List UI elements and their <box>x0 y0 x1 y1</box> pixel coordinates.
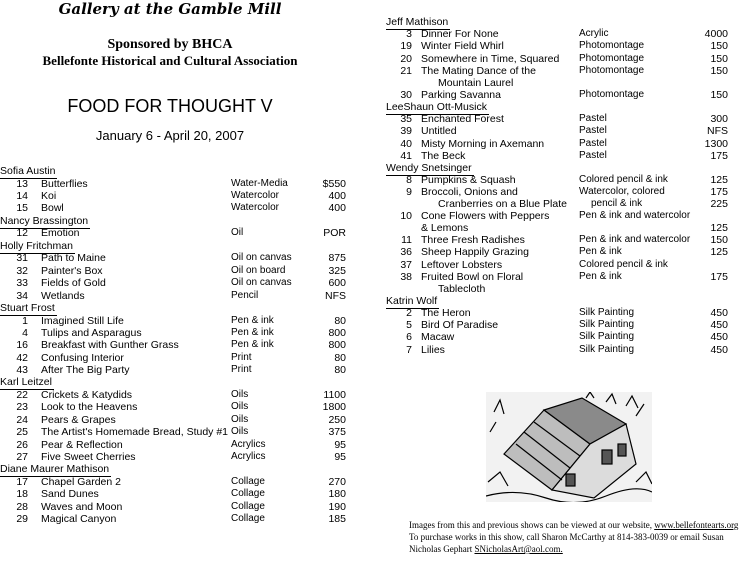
artwork-title: Look to the Heavens <box>41 401 138 414</box>
artwork-number: 28 <box>16 500 28 513</box>
artwork-price: NFS <box>707 125 728 138</box>
artwork-price: 150 <box>710 40 728 53</box>
artwork-number: 16 <box>16 339 28 352</box>
artwork-price-alt: 225 <box>710 198 728 211</box>
artwork-row <box>0 501 352 513</box>
artwork-number: 1 <box>22 314 28 327</box>
artwork-price: 185 <box>328 513 346 526</box>
gallery-name: Gallery at the Gamble Mill <box>58 0 282 18</box>
artwork-title: Winter Field Whirl <box>421 40 504 53</box>
artwork-medium: Pen & ink and watercolor <box>579 210 691 222</box>
artwork-row <box>386 344 750 356</box>
artist-name: Karl Leitzel <box>0 376 52 389</box>
artwork-medium: Collage <box>231 513 265 525</box>
artwork-price: 600 <box>328 277 346 290</box>
artwork-title: The Mating Dance of the <box>421 64 536 77</box>
artist-name: LeeShaun Ott-Musick <box>386 100 487 113</box>
artwork-title: Three Fresh Radishes <box>421 234 525 247</box>
artwork-title: Crickets & Katydids <box>41 389 133 402</box>
artwork-medium: Photomontage <box>579 52 645 64</box>
artist-heading <box>0 165 352 178</box>
artwork-medium: Pen & ink <box>579 246 622 258</box>
artwork-medium: Oil on canvas <box>231 277 292 289</box>
artwork-number: 15 <box>16 202 28 215</box>
artwork-price: 125 <box>710 246 728 259</box>
artwork-row <box>386 53 750 65</box>
artwork-number: 34 <box>16 289 28 302</box>
footer-line-contact <box>409 543 749 555</box>
artwork-title: The Beck <box>421 149 466 162</box>
artwork-title: Koi <box>41 189 57 202</box>
artist-name: Wendy Snetsinger <box>386 161 472 174</box>
artwork-title: Pears & Grapes <box>41 413 116 426</box>
footer-line-purchase: To purchase works in this show, call Sharon McCarthy at 814-383-0039 or email Susan <box>409 532 724 542</box>
artwork-price: 300 <box>710 113 728 126</box>
artwork-row <box>386 271 750 295</box>
artwork-title: Tulips and Asparagus <box>41 326 142 339</box>
artwork-number: 33 <box>16 277 28 290</box>
artwork-number: 30 <box>400 88 412 101</box>
artwork-price: 1100 <box>323 389 346 402</box>
artwork-medium: Watercolor, colored <box>579 186 665 198</box>
artwork-number: 32 <box>16 264 28 277</box>
artist-heading <box>386 101 750 113</box>
artwork-title: Lilies <box>421 343 445 356</box>
artwork-number: 25 <box>16 426 28 439</box>
artwork-medium: Pen & ink <box>231 314 274 326</box>
artwork-price: 400 <box>328 202 346 215</box>
artwork-medium: Acrylics <box>231 451 266 462</box>
artwork-medium: Photomontage <box>579 40 645 52</box>
artwork-row <box>0 414 352 426</box>
artist-name: Stuart Frost <box>0 301 55 314</box>
artwork-row <box>386 234 750 246</box>
artwork-medium: Silk Painting <box>579 307 635 318</box>
artwork-title: After The Big Party <box>41 364 130 377</box>
artwork-title: Pumpkins & Squash <box>421 174 516 187</box>
artwork-number: 42 <box>16 351 28 364</box>
artwork-price: 450 <box>710 331 728 344</box>
artwork-number: 12 <box>16 227 28 240</box>
artwork-row <box>0 339 352 351</box>
artwork-number: 39 <box>400 125 412 138</box>
artwork-number: 31 <box>16 252 28 265</box>
artwork-price: 250 <box>328 413 346 426</box>
artwork-number: 36 <box>400 246 412 259</box>
artist-name: Nancy Brassington <box>0 214 89 227</box>
artwork-number: 3 <box>406 28 412 41</box>
show-dates: January 6 - April 20, 2007 <box>95 128 245 143</box>
artwork-row <box>386 138 750 150</box>
artwork-price: 175 <box>710 270 728 283</box>
artwork-title: Imagined Still Life <box>41 314 124 327</box>
artist-heading <box>386 16 750 28</box>
artist-heading <box>386 162 750 174</box>
artwork-medium: Acrylic <box>579 28 609 40</box>
artwork-number: 21 <box>400 64 412 77</box>
artwork-row <box>386 210 750 234</box>
artwork-number: 10 <box>400 210 412 223</box>
artwork-number: 13 <box>16 177 28 190</box>
artwork-price: 180 <box>328 488 346 501</box>
artwork-medium: Pen & ink and watercolor <box>579 234 691 246</box>
right-artwork-list <box>386 16 750 356</box>
artwork-medium-continued: pencil & ink <box>591 198 643 210</box>
artwork-medium: Silk Painting <box>579 343 635 355</box>
artwork-price: 800 <box>328 339 346 352</box>
artwork-title: Bird Of Paradise <box>421 319 499 332</box>
artwork-title: Untitled <box>421 125 457 138</box>
artwork-number: 35 <box>400 113 412 126</box>
artwork-medium: Oil <box>231 227 244 239</box>
artwork-medium: Oils <box>231 413 249 425</box>
artwork-number: 29 <box>16 513 28 526</box>
artwork-title: Fruited Bowl on Floral <box>421 270 524 283</box>
artist-name: Katrin Wolf <box>386 294 438 307</box>
artwork-number: 18 <box>16 488 28 501</box>
artwork-row <box>0 227 352 239</box>
artwork-medium: Pen & ink <box>231 326 274 338</box>
artwork-medium: Collage <box>231 500 265 512</box>
artwork-row <box>386 28 750 40</box>
footer-note <box>409 519 749 555</box>
artwork-row <box>0 290 352 302</box>
artwork-title: Wetlands <box>41 289 85 302</box>
artwork-row <box>386 307 750 319</box>
artwork-title: Butterflies <box>41 177 88 190</box>
artwork-row <box>386 65 750 89</box>
artwork-row <box>0 277 352 289</box>
artwork-number: 38 <box>400 270 412 283</box>
artwork-price: 450 <box>710 319 728 332</box>
artwork-number: 22 <box>16 389 28 402</box>
artwork-medium: Collage <box>231 475 265 487</box>
footer-line-website <box>409 519 749 531</box>
artwork-title: Confusing Interior <box>41 351 124 364</box>
artwork-medium: Print <box>231 351 252 363</box>
artwork-price: 150 <box>710 234 728 247</box>
sponsor-organization: Bellefonte Historical and Cultural Association <box>42 53 298 68</box>
artwork-medium: Photomontage <box>579 64 645 76</box>
artwork-row <box>386 319 750 331</box>
artwork-title: Magical Canyon <box>41 513 117 526</box>
artwork-medium: Silk Painting <box>579 331 635 343</box>
artwork-title: Breakfast with Gunther Grass <box>41 339 179 352</box>
artwork-price: 80 <box>334 351 346 364</box>
artwork-title: Painter's Box <box>41 264 103 277</box>
artwork-row <box>0 327 352 339</box>
artwork-number: 43 <box>16 364 28 377</box>
artwork-medium: Pastel <box>579 137 607 149</box>
artwork-title: Five Sweet Cherries <box>41 451 136 463</box>
artwork-medium: Pastel <box>579 125 607 137</box>
artwork-price: 1800 <box>322 401 346 414</box>
artwork-row <box>386 246 750 258</box>
artwork-title-continued: Mountain Laurel <box>438 76 514 89</box>
artwork-title: Enchanted Forest <box>421 113 504 126</box>
artwork-price: 150 <box>710 64 728 77</box>
artwork-row <box>0 439 352 451</box>
artwork-title: Broccoli, Onions and <box>421 186 518 199</box>
artwork-title: Bowl <box>41 202 64 215</box>
artwork-number: 41 <box>400 149 412 162</box>
artwork-row <box>0 190 352 202</box>
artwork-price: 4000 <box>704 28 728 41</box>
artwork-price: 175 <box>710 186 728 199</box>
artwork-medium: Collage <box>231 488 265 500</box>
contact-name: Nicholas Gephart <box>409 544 475 554</box>
artwork-price: POR <box>323 227 346 240</box>
artwork-medium: Colored pencil & ink <box>579 258 668 270</box>
artist-heading <box>0 302 352 315</box>
artwork-price: 95 <box>334 438 346 451</box>
artwork-title: Somewhere in Time, Squared <box>421 52 560 65</box>
artwork-price: 150 <box>710 88 728 101</box>
artwork-title: Waves and Moon <box>41 500 123 513</box>
artwork-title: Cone Flowers with Peppers <box>421 210 550 223</box>
artwork-number: 23 <box>16 401 28 414</box>
artwork-row <box>386 113 750 125</box>
artwork-price: 175 <box>710 149 728 162</box>
artwork-title: Misty Morning in Axemann <box>421 137 545 150</box>
artwork-title: Emotion <box>41 227 80 240</box>
artwork-number: 20 <box>400 52 412 65</box>
artwork-row <box>0 389 352 401</box>
artwork-row <box>0 252 352 264</box>
website-link[interactable]: www.bellefontearts.org <box>654 520 739 530</box>
artwork-price: 375 <box>328 426 346 439</box>
artwork-medium: Watercolor <box>231 202 279 214</box>
artwork-number: 19 <box>400 40 412 53</box>
artwork-row <box>386 174 750 186</box>
artwork-row <box>386 186 750 210</box>
artwork-row <box>0 451 352 463</box>
artwork-title: Macaw <box>421 331 455 344</box>
artwork-row <box>386 259 750 271</box>
left-artwork-list <box>0 165 352 526</box>
artwork-title: Chapel Garden 2 <box>41 475 121 488</box>
artwork-row <box>0 476 352 488</box>
artwork-price: 1300 <box>704 137 728 150</box>
artwork-title-continued: & Lemons <box>421 222 469 235</box>
artwork-row <box>386 150 750 162</box>
artwork-medium: Pastel <box>579 149 607 161</box>
artwork-row <box>0 265 352 277</box>
artwork-medium: Acrylics <box>231 438 266 450</box>
artwork-medium: Silk Painting <box>579 319 635 331</box>
artwork-title-continued: Cranberries on a Blue Plate <box>438 198 567 211</box>
artwork-price: 80 <box>334 314 346 327</box>
website-text: Images from this and previous shows can be viewed at our website, <box>409 520 655 530</box>
artwork-price: 450 <box>710 307 728 319</box>
artwork-price: 270 <box>328 475 346 488</box>
artwork-title: Parking Savanna <box>421 88 501 101</box>
artwork-price: $550 <box>322 177 346 190</box>
artwork-price-alt: 125 <box>710 222 728 235</box>
artwork-number: 40 <box>400 137 412 150</box>
artwork-title: Sheep Happily Grazing <box>421 246 529 259</box>
artwork-row <box>0 178 352 190</box>
artwork-row <box>386 331 750 343</box>
artwork-price: 800 <box>328 326 346 339</box>
artwork-number: 2 <box>406 307 412 319</box>
artwork-row <box>0 488 352 500</box>
artwork-medium: Oils <box>231 401 249 413</box>
artwork-title: Dinner For None <box>421 28 499 41</box>
artwork-medium: Pen & ink <box>231 339 274 351</box>
artwork-price: 150 <box>710 52 728 65</box>
artist-name: Diane Maurer Mathison <box>0 463 110 476</box>
artwork-price: 400 <box>328 189 346 202</box>
artwork-row <box>0 426 352 438</box>
artwork-title: Sand Dunes <box>41 488 99 501</box>
artwork-number: 9 <box>406 186 412 199</box>
artist-heading <box>0 240 352 253</box>
artwork-number: 4 <box>22 326 28 339</box>
artwork-medium: Water-Media <box>231 177 288 189</box>
show-title: FOOD FOR THOUGHT V <box>67 96 273 116</box>
artwork-number: 5 <box>406 319 412 332</box>
artwork-medium: Oil on canvas <box>231 252 292 264</box>
artwork-row <box>0 401 352 413</box>
artwork-title-continued: Tablecloth <box>438 282 486 295</box>
artwork-price: 190 <box>328 500 346 513</box>
artist-name: Holly Fritchman <box>0 239 73 252</box>
artwork-medium: Oil on board <box>231 264 286 276</box>
artwork-price: 450 <box>710 343 728 356</box>
artwork-row <box>0 315 352 327</box>
artwork-row <box>386 125 750 137</box>
sponsor-line: Sponsored by BHCA <box>107 37 233 52</box>
artwork-number: 8 <box>406 174 412 187</box>
artwork-row <box>386 89 750 101</box>
artwork-price: 95 <box>334 451 346 463</box>
artwork-medium: Pen & ink <box>579 270 622 282</box>
artwork-number: 11 <box>401 234 412 247</box>
artwork-number: 7 <box>406 343 412 356</box>
artwork-row <box>0 352 352 364</box>
artwork-price: 125 <box>710 174 728 187</box>
artwork-row <box>0 202 352 214</box>
artist-heading <box>386 295 750 307</box>
artwork-medium: Colored pencil & ink <box>579 174 668 186</box>
artist-heading <box>0 376 352 389</box>
artist-name: Sofia Austin <box>0 165 56 177</box>
artist-heading <box>0 463 352 476</box>
artwork-title: Fields of Gold <box>41 277 106 290</box>
artwork-medium: Pastel <box>579 113 607 125</box>
artwork-medium: Photomontage <box>579 88 645 100</box>
artwork-number: 24 <box>16 413 28 426</box>
house-sketch-image <box>486 392 652 502</box>
artist-heading <box>0 215 352 228</box>
artwork-price: 80 <box>334 364 346 377</box>
artist-name: Jeff Mathison <box>386 16 449 28</box>
artwork-row <box>0 364 352 376</box>
artwork-number: 14 <box>16 189 28 202</box>
artwork-medium: Print <box>231 364 252 376</box>
artwork-medium: Oils <box>231 389 249 401</box>
artwork-row <box>386 40 750 52</box>
artwork-title: Leftover Lobsters <box>421 258 503 271</box>
artwork-price: 875 <box>328 252 346 265</box>
artwork-medium: Watercolor <box>231 189 279 201</box>
artwork-number: 17 <box>16 475 28 488</box>
artwork-title: The Artist's Homemade Bread, Study #1 <box>41 426 229 439</box>
artwork-number: 26 <box>16 438 28 451</box>
artwork-number: 6 <box>406 331 412 344</box>
artwork-medium: Oils <box>231 426 249 438</box>
artwork-number: 27 <box>16 451 28 463</box>
artwork-title: Pear & Reflection <box>41 438 123 451</box>
email-link[interactable]: SNicholasArt@aol.com. <box>474 544 563 554</box>
artwork-row <box>0 513 352 525</box>
artwork-price: NFS <box>325 289 346 302</box>
artwork-title: Path to Maine <box>41 252 106 265</box>
artwork-medium: Pencil <box>231 289 259 301</box>
artwork-price: 325 <box>328 264 346 277</box>
artwork-title: The Heron <box>421 307 471 319</box>
artwork-number: 37 <box>400 258 412 271</box>
